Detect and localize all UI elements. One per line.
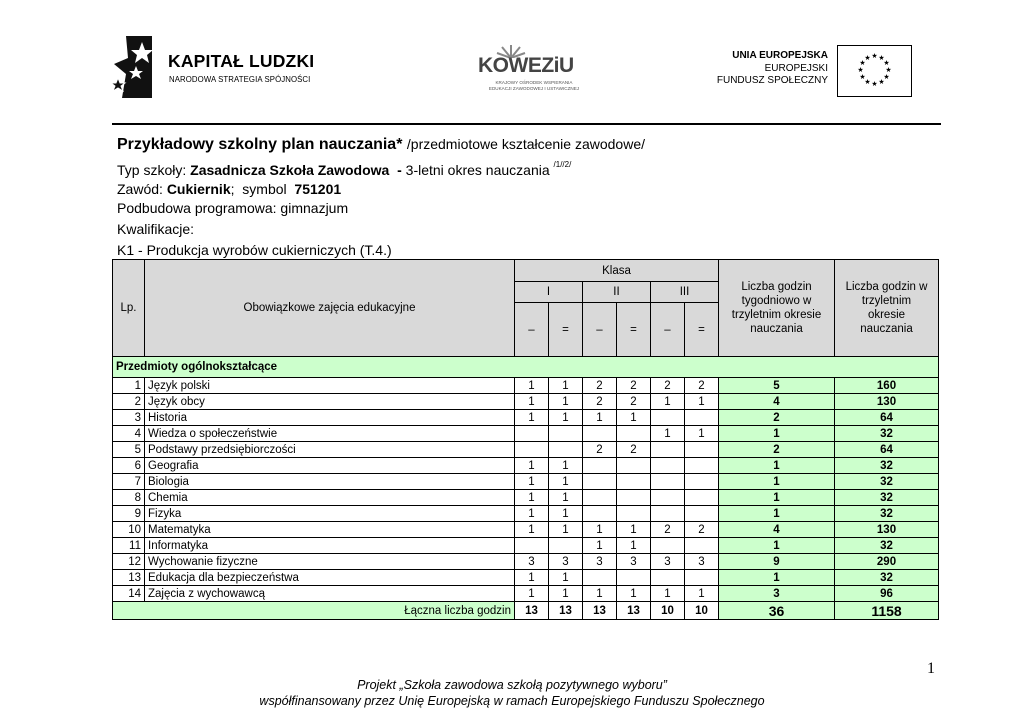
row-subject: Edukacja dla bezpieczeństwa	[145, 570, 515, 586]
svg-text:★: ★	[878, 78, 885, 86]
school-type-line	[117, 162, 571, 178]
row-subject: Fizyka	[145, 506, 515, 522]
svg-text:★: ★	[871, 80, 878, 88]
row-semester-hours: 3	[515, 554, 549, 570]
row-semester-hours: 1	[549, 506, 583, 522]
row-semester-hours	[651, 538, 685, 554]
svg-text:★: ★	[859, 59, 866, 67]
row-semester-hours	[651, 490, 685, 506]
row-total-hours: 290	[835, 554, 939, 570]
sum-total-hours: 1158	[835, 602, 939, 620]
section-general-subjects: Przedmioty ogólnokształcące	[113, 357, 939, 378]
kowezu-subtitle	[484, 80, 584, 91]
row-semester-hours: 1	[617, 538, 651, 554]
row-weekly-hours: 4	[719, 522, 835, 538]
row-subject: Język obcy	[145, 394, 515, 410]
row-subject: Geografia	[145, 458, 515, 474]
row-lp: 11	[113, 538, 145, 554]
section-row	[113, 357, 939, 378]
row-semester-hours	[583, 458, 617, 474]
row-weekly-hours: 1	[719, 474, 835, 490]
row-semester-hours: 2	[651, 378, 685, 394]
row-total-hours: 32	[835, 570, 939, 586]
svg-text:★: ★	[883, 59, 890, 67]
class-iii-header: III	[651, 282, 719, 303]
lp-header: Lp.	[113, 260, 145, 357]
footer-funding: współfinansowany przez Unię Europejską w ramach Europejskiego Funduszu Społecznego	[259, 694, 765, 708]
row-semester-hours	[583, 474, 617, 490]
eu-logo-line-2: EUROPEJSKI	[764, 62, 828, 74]
row-semester-hours	[515, 426, 549, 442]
row-total-hours: 64	[835, 410, 939, 426]
row-semester-hours: 1	[515, 506, 549, 522]
svg-text:★: ★	[883, 73, 890, 81]
row-semester-hours: 1	[651, 394, 685, 410]
kapital-ludzki-tagline: NARODOWA STRATEGIA SPÓJNOŚCI	[169, 75, 311, 84]
row-semester-hours	[617, 570, 651, 586]
row-total-hours: 32	[835, 490, 939, 506]
svg-text:★: ★	[864, 54, 871, 62]
row-weekly-hours: 1	[719, 426, 835, 442]
eu-logo-line-3: FUNDUSZ SPOŁECZNY	[716, 75, 828, 86]
sum-semester-hours: 10	[651, 602, 685, 620]
subject-header: Obowiązkowe zajęcia edukacyjne	[145, 260, 515, 357]
school-period-note: /1//2/	[553, 160, 572, 169]
kowezu-subtitle-line-1: KRAJOWY OŚRODEK WSPIERANIA	[495, 80, 573, 85]
row-semester-hours: 1	[549, 394, 583, 410]
row-semester-hours	[685, 458, 719, 474]
table-header-row-1	[113, 260, 939, 282]
semester-header: =	[549, 303, 583, 357]
school-type-value: Zasadnicza Szkoła Zawodowa	[190, 162, 390, 178]
row-semester-hours: 1	[549, 490, 583, 506]
footer-project: Projekt „Szkoła zawodowa szkołą pozytywnego wyboru”	[357, 678, 667, 692]
table-row	[113, 474, 939, 490]
row-semester-hours: 2	[583, 394, 617, 410]
svg-text:★: ★	[878, 54, 885, 62]
row-subject: Wychowanie fizyczne	[145, 554, 515, 570]
svg-text:★: ★	[857, 66, 864, 74]
sum-semester-hours: 10	[685, 602, 719, 620]
row-semester-hours: 2	[583, 442, 617, 458]
row-semester-hours	[685, 410, 719, 426]
sum-semester-hours: 13	[617, 602, 651, 620]
row-semester-hours: 2	[685, 378, 719, 394]
kowezu-subtitle-line-2: EDUKACJI ZAWODOWEJ I USTAWICZNEJ	[488, 85, 580, 91]
row-semester-hours	[685, 538, 719, 554]
sum-semester-hours: 13	[515, 602, 549, 620]
row-total-hours: 130	[835, 394, 939, 410]
row-semester-hours	[583, 570, 617, 586]
row-subject: Matematyka	[145, 522, 515, 538]
row-total-hours: 32	[835, 506, 939, 522]
table-row	[113, 490, 939, 506]
row-semester-hours	[685, 506, 719, 522]
eu-logo-text	[717, 50, 828, 88]
symbol-value: 751201	[294, 181, 342, 197]
row-semester-hours: 1	[685, 586, 719, 602]
row-subject: Historia	[145, 410, 515, 426]
profession-label: Zawód:	[117, 181, 167, 197]
row-subject: Język polski	[145, 378, 515, 394]
class-i-header: I	[515, 282, 583, 303]
row-semester-hours: 1	[617, 522, 651, 538]
row-semester-hours: 3	[651, 554, 685, 570]
row-weekly-hours: 1	[719, 570, 835, 586]
sum-row	[113, 602, 939, 620]
kapital-ludzki-logo	[112, 34, 332, 100]
row-weekly-hours: 3	[719, 586, 835, 602]
row-semester-hours	[583, 490, 617, 506]
qualifications-label: Kwalifikacje:	[117, 221, 195, 237]
row-semester-hours: 1	[515, 394, 549, 410]
row-semester-hours: 1	[617, 586, 651, 602]
row-subject: Biologia	[145, 474, 515, 490]
row-semester-hours	[651, 458, 685, 474]
row-lp: 8	[113, 490, 145, 506]
row-weekly-hours: 1	[719, 458, 835, 474]
table-row	[113, 442, 939, 458]
svg-text:★: ★	[871, 52, 878, 60]
row-semester-hours: 1	[549, 410, 583, 426]
svg-text:★: ★	[864, 78, 871, 86]
row-semester-hours	[685, 490, 719, 506]
row-semester-hours: 1	[685, 426, 719, 442]
profession-line	[117, 181, 341, 197]
kowezu-name: KOWEZiU	[478, 54, 574, 77]
row-lp: 3	[113, 410, 145, 426]
klasa-header: Klasa	[515, 260, 719, 282]
row-semester-hours	[651, 570, 685, 586]
row-semester-hours: 1	[549, 522, 583, 538]
table-row	[113, 570, 939, 586]
row-semester-hours: 1	[515, 570, 549, 586]
symbol-label: ; symbol	[230, 181, 295, 197]
total-hours-header: Liczba godzin w trzyletnim okresie nauczania	[835, 260, 939, 357]
eu-flag-icon	[837, 45, 912, 97]
table-row	[113, 586, 939, 602]
kowezu-logo	[478, 44, 598, 98]
svg-text:★: ★	[859, 73, 866, 81]
row-semester-hours: 1	[515, 490, 549, 506]
program-basis: Podbudowa programowa: gimnazjum	[117, 200, 349, 216]
row-semester-hours: 3	[617, 554, 651, 570]
sum-weekly-hours: 36	[719, 602, 835, 620]
sum-semester-hours: 13	[583, 602, 617, 620]
row-semester-hours: 1	[515, 458, 549, 474]
row-subject: Zajęcia z wychowawcą	[145, 586, 515, 602]
row-weekly-hours: 2	[719, 410, 835, 426]
semester-header: =	[685, 303, 719, 357]
row-lp: 5	[113, 442, 145, 458]
row-semester-hours: 1	[617, 410, 651, 426]
row-weekly-hours: 1	[719, 538, 835, 554]
row-total-hours: 32	[835, 458, 939, 474]
row-semester-hours: 2	[617, 394, 651, 410]
row-semester-hours	[617, 490, 651, 506]
class-ii-header: II	[583, 282, 651, 303]
row-semester-hours: 2	[685, 522, 719, 538]
kapital-ludzki-name: KAPITAŁ LUDZKI	[168, 51, 315, 71]
table-row	[113, 426, 939, 442]
weekly-hours-header: Liczba godzin tygodniowo w trzyletnim okresie nauczania	[719, 260, 835, 357]
table-row	[113, 506, 939, 522]
row-lp: 4	[113, 426, 145, 442]
row-semester-hours: 1	[583, 538, 617, 554]
qualification-k1: K1 - Produkcja wyrobów cukierniczych (T.4.)	[117, 242, 392, 258]
semester-header: –	[651, 303, 685, 357]
row-semester-hours	[651, 474, 685, 490]
row-semester-hours: 1	[651, 586, 685, 602]
row-weekly-hours: 5	[719, 378, 835, 394]
row-semester-hours: 1	[515, 586, 549, 602]
row-semester-hours	[617, 506, 651, 522]
title-main: Przykładowy szkolny plan nauczania*	[117, 136, 403, 153]
row-semester-hours	[617, 426, 651, 442]
semester-header: –	[515, 303, 549, 357]
row-semester-hours	[685, 570, 719, 586]
row-total-hours: 32	[835, 538, 939, 554]
row-semester-hours: 1	[549, 474, 583, 490]
table-row	[113, 410, 939, 426]
sum-label: Łączna liczba godzin	[113, 602, 515, 620]
row-total-hours: 64	[835, 442, 939, 458]
eu-logo	[717, 45, 912, 97]
row-semester-hours: 1	[549, 378, 583, 394]
sum-semester-hours: 13	[549, 602, 583, 620]
row-semester-hours	[583, 506, 617, 522]
row-lp: 14	[113, 586, 145, 602]
svg-text:★: ★	[885, 66, 892, 74]
row-lp: 2	[113, 394, 145, 410]
row-semester-hours	[685, 442, 719, 458]
school-type-dash: -	[389, 162, 406, 178]
row-weekly-hours: 9	[719, 554, 835, 570]
row-lp: 10	[113, 522, 145, 538]
row-semester-hours: 1	[549, 586, 583, 602]
school-period: 3-letni okres nauczania	[405, 162, 554, 178]
row-semester-hours	[685, 474, 719, 490]
row-subject: Wiedza o społeczeństwie	[145, 426, 515, 442]
row-total-hours: 32	[835, 474, 939, 490]
row-lp: 12	[113, 554, 145, 570]
row-semester-hours	[617, 458, 651, 474]
row-semester-hours	[515, 442, 549, 458]
row-lp: 7	[113, 474, 145, 490]
header-divider	[112, 123, 941, 125]
row-semester-hours: 1	[651, 426, 685, 442]
row-subject: Podstawy przedsiębiorczości	[145, 442, 515, 458]
row-semester-hours: 1	[583, 410, 617, 426]
table-row	[113, 538, 939, 554]
row-semester-hours	[583, 426, 617, 442]
row-semester-hours	[515, 538, 549, 554]
row-semester-hours: 2	[583, 378, 617, 394]
row-lp: 6	[113, 458, 145, 474]
school-type-label: Typ szkoły:	[117, 162, 191, 178]
row-semester-hours: 1	[685, 394, 719, 410]
row-semester-hours: 1	[515, 378, 549, 394]
row-lp: 9	[113, 506, 145, 522]
row-semester-hours: 2	[617, 378, 651, 394]
row-weekly-hours: 4	[719, 394, 835, 410]
kapital-ludzki-emblem-icon	[112, 34, 156, 100]
semester-header: =	[617, 303, 651, 357]
row-semester-hours	[549, 426, 583, 442]
row-semester-hours: 1	[549, 570, 583, 586]
row-lp: 13	[113, 570, 145, 586]
row-subject: Informatyka	[145, 538, 515, 554]
row-semester-hours	[549, 538, 583, 554]
row-semester-hours: 1	[515, 474, 549, 490]
row-weekly-hours: 2	[719, 442, 835, 458]
page-number: 1	[927, 660, 935, 677]
row-semester-hours	[651, 410, 685, 426]
semester-header: –	[583, 303, 617, 357]
row-semester-hours: 1	[583, 522, 617, 538]
row-total-hours: 32	[835, 426, 939, 442]
table-row	[113, 522, 939, 538]
row-semester-hours: 1	[515, 522, 549, 538]
row-total-hours: 160	[835, 378, 939, 394]
eu-logo-line-1: UNIA EUROPEJSKA	[732, 50, 828, 61]
row-total-hours: 130	[835, 522, 939, 538]
curriculum-table	[112, 259, 939, 620]
page-title	[117, 136, 645, 154]
row-weekly-hours: 1	[719, 490, 835, 506]
table-row	[113, 458, 939, 474]
row-subject: Chemia	[145, 490, 515, 506]
row-semester-hours: 3	[685, 554, 719, 570]
row-semester-hours: 1	[549, 458, 583, 474]
row-semester-hours: 1	[583, 586, 617, 602]
row-semester-hours	[651, 442, 685, 458]
row-total-hours: 96	[835, 586, 939, 602]
row-semester-hours	[651, 506, 685, 522]
row-semester-hours: 3	[549, 554, 583, 570]
profession-value: Cukiernik	[166, 181, 231, 197]
row-weekly-hours: 1	[719, 506, 835, 522]
table-row	[113, 554, 939, 570]
table-row	[113, 394, 939, 410]
row-semester-hours: 3	[583, 554, 617, 570]
row-semester-hours: 2	[617, 442, 651, 458]
row-semester-hours: 2	[651, 522, 685, 538]
title-sub: /przedmiotowe kształcenie zawodowe/	[406, 136, 646, 152]
row-semester-hours	[617, 474, 651, 490]
row-semester-hours	[549, 442, 583, 458]
row-semester-hours: 1	[515, 410, 549, 426]
table-row	[113, 378, 939, 394]
row-lp: 1	[113, 378, 145, 394]
